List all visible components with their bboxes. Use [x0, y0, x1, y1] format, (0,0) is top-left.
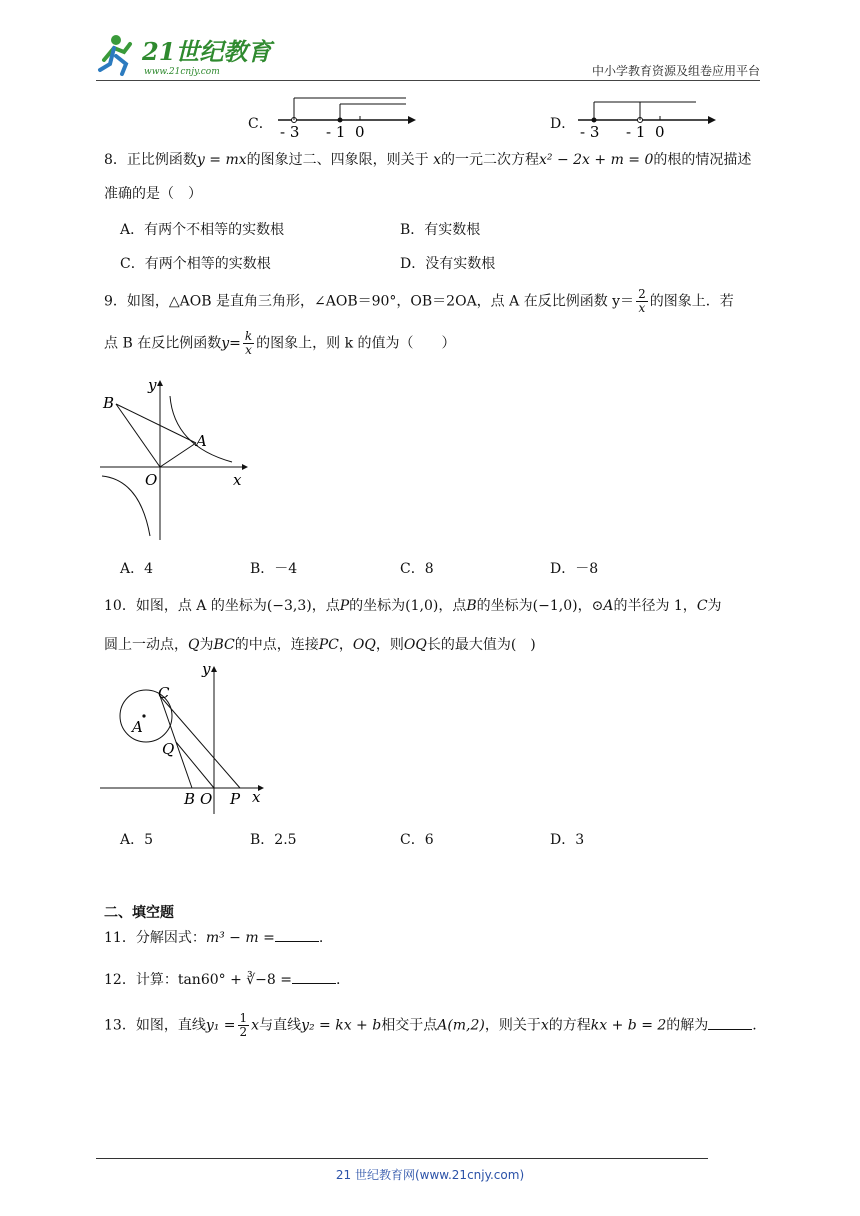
answer-blank[interactable]: [292, 971, 336, 984]
q10-option-c: C．6: [400, 832, 434, 848]
footer-source: 21 世纪教育网(www.21cnjy.com): [335, 1168, 525, 1182]
q8-option-c: C．有两个相等的实数根: [120, 256, 271, 272]
q9-option-c: C．8: [400, 561, 434, 577]
question-10-line1: 10．如图，点 A 的坐标为(−3,3)，点P的坐标为(1,0)，点B的坐标为(−1,0)，⊙A的半径为 1，C为: [104, 598, 722, 614]
section-title-fill-in: 二、填空题: [104, 905, 174, 921]
point-b-label: B: [184, 790, 196, 808]
q9-option-d: D．－8: [550, 561, 599, 577]
platform-name: 中小学教育资源及组卷应用平台: [591, 64, 760, 78]
q8-option-d: D．没有实数根: [400, 256, 496, 272]
point-c-label: C: [158, 684, 170, 702]
header-divider: [96, 80, 760, 81]
q8-option-b: B．有实数根: [400, 222, 481, 238]
question-9-line1: 9．如图，△AOB 是直角三角形，∠AOB＝90°，OB＝2OA，点 A 在反比例函数 y＝ $\frac{2}{x}$ 的图象上．若: [104, 287, 734, 315]
runner-logo-icon: [96, 30, 272, 78]
footer-divider: [96, 1158, 708, 1159]
q9-option-b: B．－4: [250, 561, 298, 577]
logo-text: 21世纪教育: [142, 37, 272, 66]
tick-0: 0: [355, 123, 365, 141]
point-b-label: B: [103, 394, 115, 412]
q9-figure: [96, 376, 256, 544]
tick-0: 0: [655, 123, 665, 141]
x-axis-label: x: [252, 788, 261, 806]
x-axis-label: x: [233, 471, 242, 489]
question-8-line1: 8．正比例函数y = mx的图象过二、四象限，则关于 x的一元二次方程x² − 2x + m = 0的根的情况描述: [104, 152, 752, 168]
answer-blank[interactable]: [275, 929, 319, 942]
y-axis-label: y: [148, 376, 157, 394]
q8-option-a: A．有两个不相等的实数根: [120, 222, 285, 238]
point-q-label: Q: [162, 740, 175, 758]
tick-neg1: - 1: [626, 123, 646, 141]
point-a-label: A: [196, 432, 207, 450]
question-9-line2: 点 B 在反比例函数y= $\frac{k}{x}$ 的图象上，则 k 的值为（ ）: [104, 329, 456, 357]
y-axis-label: y: [202, 660, 211, 678]
q10-figure: [96, 660, 276, 820]
q7-option-d-label: D．: [550, 116, 576, 132]
answer-blank[interactable]: [708, 1017, 752, 1030]
tick-neg3: - 3: [580, 123, 600, 141]
q7-option-c-label: C．: [248, 116, 273, 132]
tick-neg3: - 3: [280, 123, 300, 141]
q7-number-line-c: [278, 94, 418, 140]
question-12: 12．计算：tan60° + ∛−8 = .: [104, 972, 341, 988]
point-a-label: A: [132, 718, 143, 736]
q7-number-line-d: [578, 94, 718, 140]
tick-neg1: - 1: [326, 123, 346, 141]
q9-option-a: A．4: [120, 561, 154, 577]
question-10-line2: 圆上一动点，Q为BC的中点，连接PC，OQ，则OQ长的最大值为( ): [104, 637, 536, 653]
q10-option-d: D．3: [550, 832, 585, 848]
question-8-line2: 准确的是（ ）: [104, 186, 202, 202]
origin-label: O: [145, 471, 158, 489]
question-13: 13．如图，直线y₁ = $\frac{1}{2}$ x与直线y₂ = kx + b相交于点A(m,2)，则关于x的方程kx + b = 2的解为 .: [104, 1011, 757, 1039]
logo-url: www.21cnjy.com: [144, 67, 220, 77]
point-p-label: P: [230, 790, 241, 808]
question-11: 11．分解因式：m³ − m = .: [104, 930, 324, 946]
q10-option-b: B．2.5: [250, 832, 297, 848]
logo: [96, 30, 272, 78]
origin-label: O: [200, 790, 213, 808]
q10-option-a: A．5: [120, 832, 154, 848]
